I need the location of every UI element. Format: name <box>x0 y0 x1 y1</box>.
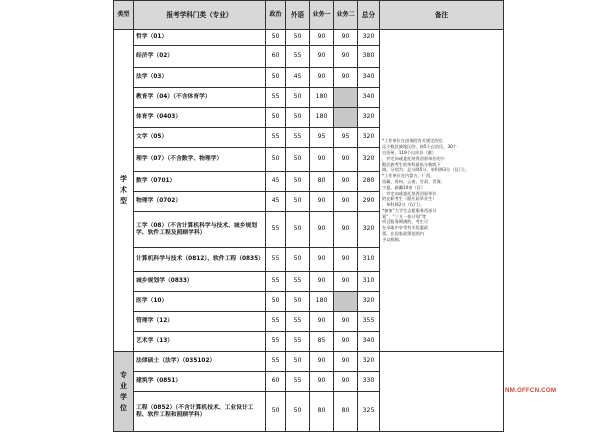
note-line: 划”、“三支一扶计划”等 <box>382 213 427 219</box>
header-subject2: 业务二 <box>334 1 358 30</box>
total-cell: 355 <box>358 312 380 332</box>
total-cell: 320 <box>358 128 380 148</box>
s2-cell: 90 <box>334 148 358 172</box>
politics-cell: 55 <box>266 352 286 372</box>
foreign-cell: 55 <box>286 372 310 392</box>
score-table <box>113 0 504 432</box>
major-cell: 体育学（0403） <box>134 108 266 128</box>
note-line: 的在职考生（限应届毕业生） <box>382 196 437 202</box>
s1-cell: 95 <box>310 128 334 148</box>
s1-cell: 90 <box>310 352 334 372</box>
major-cell: 哲学（01） <box>134 30 266 46</box>
politics-cell: 55 <box>266 128 286 148</box>
s2-cell: 90 <box>334 272 358 292</box>
s1-cell: 90 <box>310 312 334 332</box>
s2-cell: 90 <box>334 68 358 88</box>
category-cell <box>114 352 134 432</box>
total-cell: 320 <box>358 212 380 248</box>
foreign-cell: 50 <box>286 148 310 172</box>
note-line: *工作单位在国务院有关规定的边 <box>382 138 443 144</box>
total-cell: 320 <box>358 30 380 46</box>
foreign-cell: 50 <box>286 392 310 432</box>
politics-cell: 55 <box>266 312 286 332</box>
category-label: 专业学位 <box>120 370 127 412</box>
s1-cell: 90 <box>310 372 334 392</box>
s1-cell: 180 <box>310 108 334 128</box>
total-cell: 320 <box>358 108 380 128</box>
foreign-cell: 55 <box>286 272 310 292</box>
major-cell: 理学（07）（不含数学、物理学） <box>134 148 266 172</box>
major-cell: 医学（10） <box>134 292 266 312</box>
politics-cell: 50 <box>266 292 286 312</box>
foreign-cell: 55 <box>286 332 310 352</box>
total-cell: 340 <box>358 68 380 88</box>
major-cell: 教育学（04）（不含体育学） <box>134 88 266 108</box>
major-cell: 数学（0701） <box>134 172 266 192</box>
major-cell: 建筑学（0851） <box>134 372 266 392</box>
s2-cell <box>334 88 358 108</box>
note-line: 远少数民族地区的，按5个自治区，30个 <box>382 144 457 150</box>
s1-cell: 90 <box>310 212 334 248</box>
note-line: 宁夏、新疆10省（区） <box>382 184 426 190</box>
politics-cell: 50 <box>266 392 286 432</box>
s2-cell: 90 <box>334 352 358 372</box>
foreign-cell: 50 <box>286 192 310 212</box>
score-sheet <box>113 0 503 418</box>
note-line: 在录取中享受有关优惠政 <box>382 225 429 231</box>
s2-cell: 90 <box>334 248 358 272</box>
s2-cell: 90 <box>334 372 358 392</box>
politics-cell: 50 <box>266 148 286 172</box>
foreign-cell: 55 <box>286 128 310 148</box>
politics-cell: 60 <box>266 46 286 68</box>
s1-cell: 90 <box>310 272 334 292</box>
foreign-cell: 50 <box>286 292 310 312</box>
politics-cell: 50 <box>266 68 286 88</box>
major-cell: 法律硕士（法学）（035102） <box>134 352 266 372</box>
header-category: 类型 <box>114 1 134 30</box>
politics-cell: 50 <box>266 30 286 46</box>
foreign-cell: 50 <box>286 212 310 248</box>
s1-cell: 80 <box>310 392 334 432</box>
header-major: 报考学科门类（专业） <box>134 1 266 30</box>
politics-cell: 60 <box>266 372 286 392</box>
total-cell: 330 <box>358 372 380 392</box>
total-cell: 380 <box>358 46 380 68</box>
s2-cell: 90 <box>334 46 358 68</box>
politics-cell: 50 <box>266 108 286 128</box>
foreign-cell: 50 <box>286 88 310 108</box>
politics-cell: 55 <box>266 248 286 272</box>
note-line: ，并定向或委托培养回原单位的少 <box>382 155 445 161</box>
major-cell: 工程（0852）（不含计算机技术、工业设计工程、软件工程和照顾学科） <box>134 392 266 432</box>
table-row <box>114 30 504 46</box>
s1-cell: 180 <box>310 292 334 312</box>
header-total: 总分 <box>358 1 380 30</box>
politics-cell: 55 <box>266 332 286 352</box>
total-cell: 320 <box>358 148 380 172</box>
politics-cell: 55 <box>266 88 286 108</box>
s2-cell <box>334 108 358 128</box>
s1-cell: 90 <box>310 30 334 46</box>
s2-cell <box>334 292 358 312</box>
s1-cell: 180 <box>310 88 334 108</box>
watermark-text: NM.OFFCN.COM <box>505 387 557 394</box>
total-cell: 320 <box>358 292 380 312</box>
major-cell: 计算机科学与技术（0812）、软件工程（0835） <box>134 248 266 272</box>
s2-cell: 90 <box>334 332 358 352</box>
note-line: ，并定向或委托培养回原单位 <box>382 190 437 196</box>
notes-cell-empty <box>380 352 504 432</box>
total-cell: 340 <box>358 88 380 108</box>
header-subject1: 业务一 <box>310 1 334 30</box>
note-line: 西藏、贵州、云南、甘肃、青海、 <box>382 178 445 184</box>
s2-cell: 90 <box>334 312 358 332</box>
major-cell: 物理学（0702） <box>134 192 266 212</box>
major-cell: 经济学（02） <box>134 46 266 68</box>
header-notes: 备注 <box>380 1 504 30</box>
table-row <box>114 352 504 372</box>
major-cell: 管理学（12） <box>134 312 266 332</box>
note-line: ，单科降2分（仅门）。 <box>382 202 425 208</box>
s1-cell: 80 <box>310 172 334 192</box>
total-cell: 310 <box>358 248 380 272</box>
category-cell <box>114 30 134 352</box>
foreign-cell: 55 <box>286 46 310 68</box>
header-row <box>114 1 504 30</box>
s1-cell: 90 <box>310 148 334 172</box>
s1-cell: 90 <box>310 68 334 88</box>
politics-cell: 45 <box>266 192 286 212</box>
total-cell: 340 <box>358 332 380 352</box>
total-cell: 325 <box>358 392 380 432</box>
note-line: 项目服务期满的，考生可 <box>382 219 429 225</box>
note-line: 调，分别为：总分降5分，单科降3分（仅门）。 <box>382 167 469 173</box>
s1-cell: 85 <box>310 332 334 352</box>
major-cell: 文学（05） <box>134 128 266 148</box>
major-cell: 城乡规划学（0833） <box>134 272 266 292</box>
notes-cell <box>380 30 504 352</box>
foreign-cell: 50 <box>286 108 310 128</box>
politics-cell: 55 <box>266 212 286 248</box>
table-body <box>114 30 504 432</box>
s1-cell: 90 <box>310 192 334 212</box>
s2-cell: 90 <box>334 212 358 248</box>
note-line: *参加“大学生志愿服务西部计 <box>382 207 437 213</box>
header-politics: 政治 <box>266 1 286 30</box>
note-line: 予以照顾。 <box>382 236 403 242</box>
major-cell: 艺术学（13） <box>134 332 266 352</box>
s1-cell: 90 <box>310 248 334 272</box>
s2-cell: 80 <box>334 392 358 432</box>
total-cell: 280 <box>358 172 380 192</box>
header-foreign: 外语 <box>286 1 310 30</box>
politics-cell: 55 <box>266 272 286 292</box>
major-cell: 工学（08）（不含计算机科学与技术、城乡规划学、软件工程及照顾学科） <box>134 212 266 248</box>
note-line: *工作单位在内蒙古、广西、 <box>382 173 435 179</box>
total-cell: 290 <box>358 192 380 212</box>
s2-cell: 90 <box>334 30 358 46</box>
total-cell: 320 <box>358 352 380 372</box>
category-label: 学术型 <box>120 175 127 205</box>
foreign-cell: 45 <box>286 68 310 88</box>
note-line: 策，在国家政策范围内 <box>382 231 424 237</box>
major-cell: 法学（03） <box>134 68 266 88</box>
note-line: 自治州，119个自治县（旗） <box>382 149 437 155</box>
foreign-cell: 50 <box>286 352 310 372</box>
politics-cell: 45 <box>266 172 286 192</box>
s2-cell: 90 <box>334 192 358 212</box>
foreign-cell: 50 <box>286 172 310 192</box>
s1-cell: 90 <box>310 46 334 68</box>
foreign-cell: 50 <box>286 248 310 272</box>
note-line: 数民族考生的单科最低分数线下 <box>382 161 441 167</box>
s2-cell: 95 <box>334 128 358 148</box>
foreign-cell: 55 <box>286 312 310 332</box>
total-cell: 310 <box>358 272 380 292</box>
s2-cell: 90 <box>334 172 358 192</box>
foreign-cell: 50 <box>286 30 310 46</box>
